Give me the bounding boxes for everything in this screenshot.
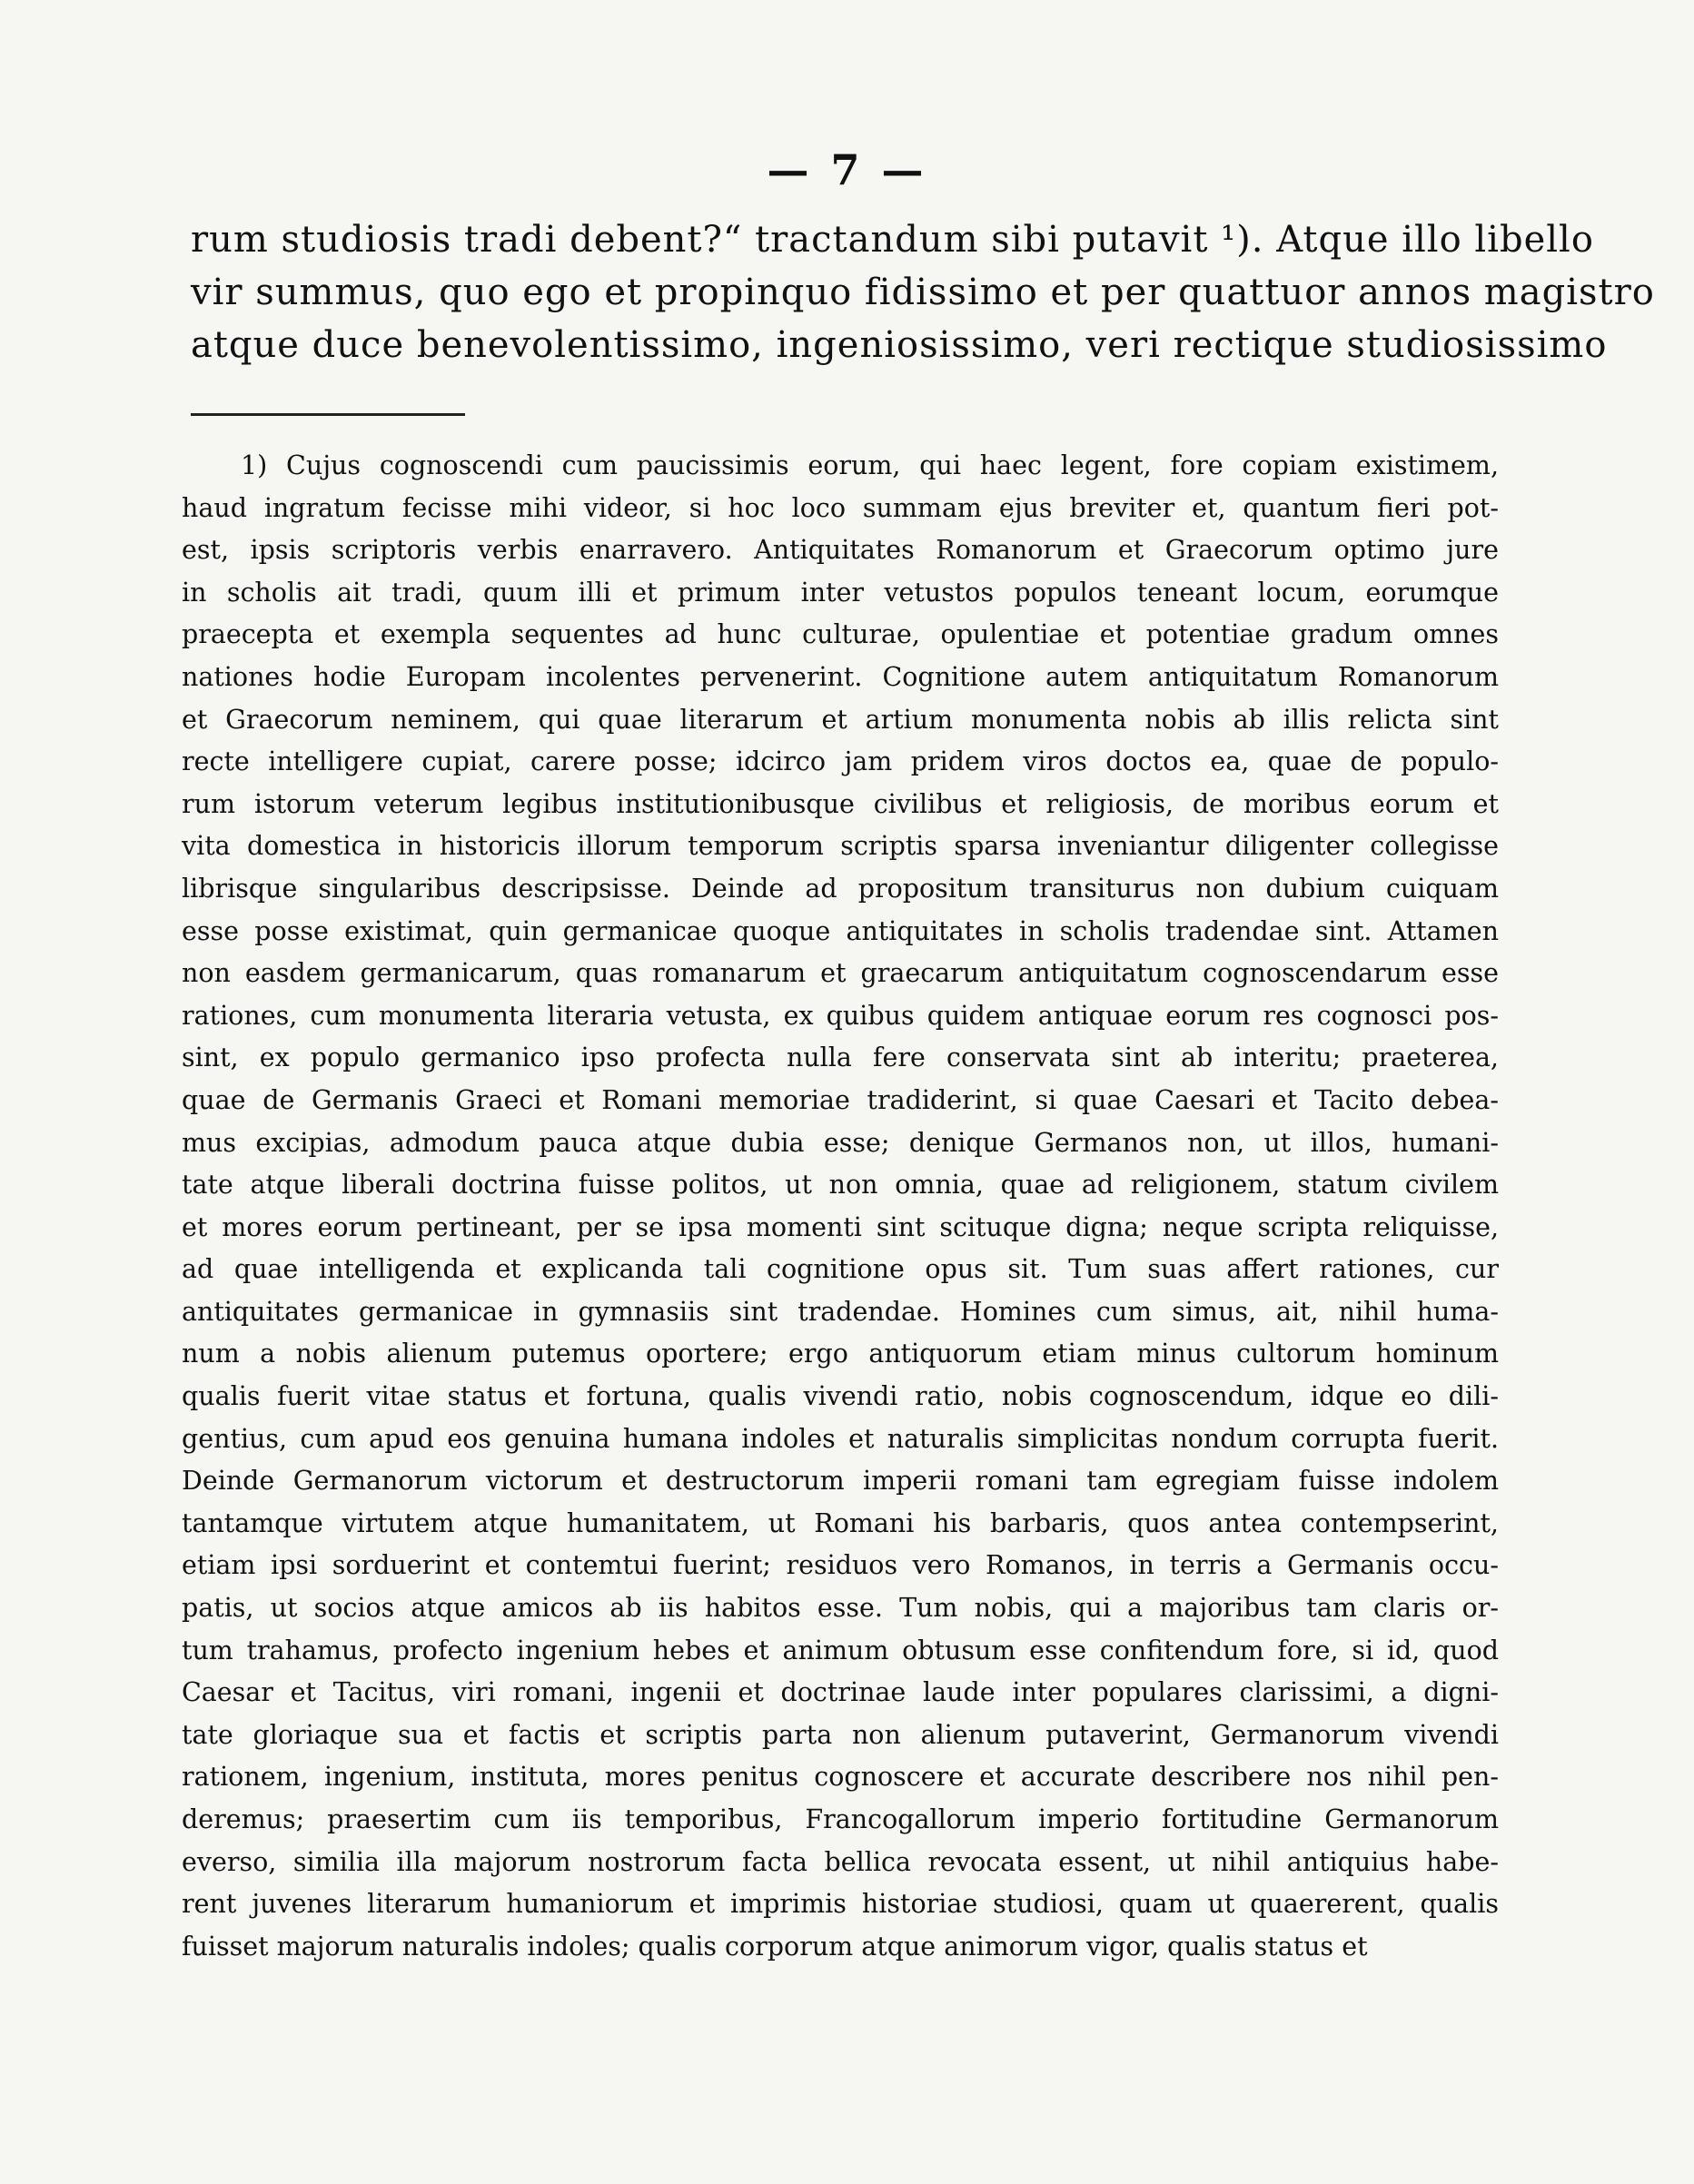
footnote-line: recte intelligere cupiat, carere posse; idcirco jam pridem viros doctos ea, quae de populo- [182,746,1499,777]
footnote-line: rationem, ingenium, instituta, mores penitus cognoscere et accurate describere nos nihil pen- [182,1762,1499,1793]
footnote-line: in scholis ait tradi, quum illi et primum inter vetustos populos teneant locum, eorumque [182,577,1499,608]
footnote-line: tantamque virtutem atque humanitatem, ut Romani his barbaris, quos antea contempserint, [182,1507,1499,1538]
footnote-line: est, ipsis scriptoris verbis enarravero. Antiquitates Romanorum et Graecorum optimo jure [182,535,1499,566]
footnote-line: tum trahamus, profecto ingenium hebes et animum obtusum esse confitendum fore, si id, quod [182,1635,1499,1665]
footnote-line: et mores eorum pertineant, per se ipsa momenti sint scituque digna; neque scripta reliquisse, [182,1211,1499,1242]
footnote-line: everso, similia illa majorum nostrorum facta bellica revocata essent, ut nihil antiquius habe- [182,1846,1499,1877]
footnote-line: 1) Cujus cognoscendi cum paucissimis eorum, qui haec legent, fore copiam existimem, [241,450,1499,480]
footnote-line: rent juvenes literarum humaniorum et imprimis historiae studiosi, quam ut quaererent, qualis [182,1889,1499,1920]
footnote-line: antiquitates germanicae in gymnasiis sint tradendae. Homines cum simus, ait, nihil huma- [182,1296,1499,1327]
footnote-line: qualis fuerit vitae status et fortuna, qualis vivendi ratio, nobis cognoscendum, idque eo dili- [182,1381,1499,1412]
footnote-line: etiam ipsi sorduerint et contemtui fuerint; residuos vero Romanos, in terris a Germanis occu- [182,1550,1499,1581]
footnote-line: Caesar et Tacitus, viri romani, ingenii et doctrinae laude inter populares clarissimi, a digni- [182,1677,1499,1708]
footnote-line: num a nobis alienum putemus oportere; ergo antiquorum etiam minus cultorum hominum [182,1339,1499,1369]
main-text-line: rum studiosis tradi debent?“ tractandum sibi putavit ¹). Atque illo libello [191,219,1594,261]
footnote-line: rationes, cum monumenta literaria vetusta, ex quibus quidem antiquae eorum res cognosci pos- [182,1000,1499,1031]
footnote-line: mus excipias, admodum pauca atque dubia esse; denique Germanos non, ut illos, humani- [182,1127,1499,1158]
page-number: — 7 — [767,145,927,194]
footnote-line: tate atque liberali doctrina fuisse politos, ut non omnia, quae ad religionem, statum civilem [182,1170,1499,1201]
footnote-block [182,445,1499,1968]
footnote-line: esse posse existimat, quin germanicae quoque antiquitates in scholis tradendae sint. Attamen [182,915,1499,946]
main-text-line: vir summus, quo ego et propinquo fidissimo et per quattuor annos magistro [191,272,1655,313]
footnote-line: et Graecorum neminem, qui quae literarum et artium monumenta nobis ab illis relicta sint [182,704,1499,735]
footnote-line: ad quae intelligenda et explicanda tali cognitione opus sit. Tum suas affert rationes, cur [182,1254,1499,1285]
footnote-line: non easdem germanicarum, quas romanarum et graecarum antiquitatum cognoscendarum esse [182,958,1499,989]
footnote-separator [191,413,465,416]
footnote-line: fuisset majorum naturalis indoles; qualis corporum atque animorum vigor, qualis status et [182,1931,1368,1962]
footnote-line: haud ingratum fecisse mihi videor, si hoc loco summam ejus breviter et, quantum fieri pot- [182,492,1499,523]
footnote-line: rum istorum veterum legibus institutionibusque civilibus et religiosis, de moribus eorum et [182,788,1499,819]
footnote-line: nationes hodie Europam incolentes pervenerint. Cognitione autem antiquitatum Romanorum [182,661,1499,692]
footnote-line: vita domestica in historicis illorum temporum scriptis sparsa inveniantur diligenter collegisse [182,831,1499,862]
footnote-line: patis, ut socios atque amicos ab iis habitos esse. Tum nobis, qui a majoribus tam claris or- [182,1593,1499,1624]
footnote-line: quae de Germanis Graeci et Romani memoriae tradiderint, si quae Caesari et Tacito debea- [182,1084,1499,1115]
main-text-line: atque duce benevolentissimo, ingeniosissimo, veri rectique studiosissimo [191,324,1608,366]
main-text-block [191,213,1655,371]
footnote-line: tate gloriaque sua et factis et scriptis parta non alienum putaverint, Germanorum vivendi [182,1719,1499,1750]
footnote-line: praecepta et exempla sequentes ad hunc culturae, opulentiae et potentiae gradum omnes [182,619,1499,650]
footnote-line: deremus; praesertim cum iis temporibus, Francogallorum imperio fortitudine Germanorum [182,1804,1499,1834]
footnote-line: Deinde Germanorum victorum et destructorum imperii romani tam egregiam fuisse indolem [182,1466,1499,1497]
footnote-line: librisque singularibus descripsisse. Deinde ad propositum transiturus non dubium cuiquam [182,873,1499,904]
footnote-line: sint, ex populo germanico ipso profecta nulla fere conservata sint ab interitu; praeterea, [182,1043,1499,1073]
footnote-line: gentius, cum apud eos genuina humana indoles et naturalis simplicitas nondum corrupta fuerit. [182,1423,1499,1454]
